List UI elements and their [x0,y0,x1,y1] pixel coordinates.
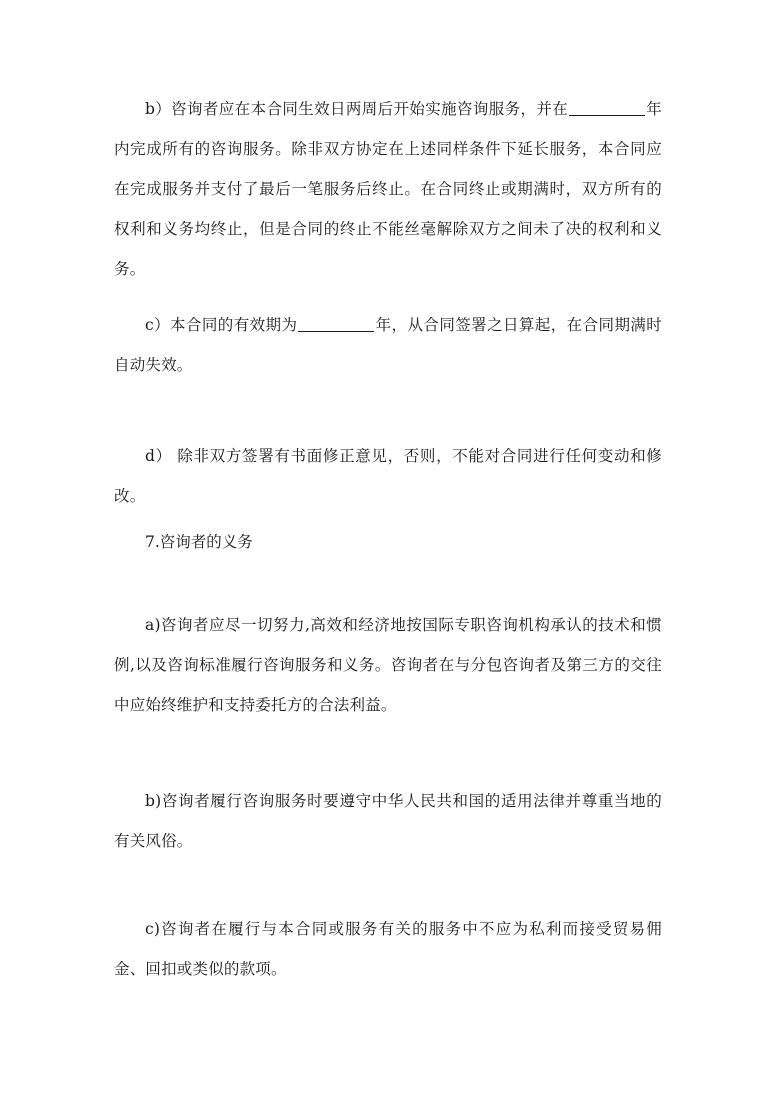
paragraph-term-b [114,89,662,289]
paragraph-duty-b: b)咨询者履行咨询服务时要遵守中华人民共和国的适用法律并尊重当地的有关风俗。 [114,792,662,850]
paragraph-term-d: d） 除非双方签署有书面修正意见，否则，不能对合同进行任何变动和修改。 [114,447,662,505]
paragraph-term-c [114,305,662,385]
paragraph-duty-a: a)咨询者应尽一切努力,高效和经济地按国际专职咨询机构承认的技术和惯例,以及咨询标准履行咨询服务和义务。咨询者在与分包咨询者及第三方的交往中应始终维护和支持委托方的合法利益。 [114,616,662,714]
term-b-text-before-blank: b）咨询者应在本合同生效日两周后开始实施咨询服务，并在 [145,100,569,118]
term-c-text-after-blank: 年，从合同签署之日算起，在合同期满时自动失效。 [114,316,662,374]
term-b-text-after-blank: 年内完成所有的咨询服务。除非双方协定在上述同样条件下延长服务，本合同应在完成服务并支付了最后一笔服务后终止。在合同终止或期满时，双方所有的权利和义务均终止，但是合同的终止不能丝毫解除双方之间未了决的权利和义务。 [114,100,663,278]
section-heading-consultant-duties: 7.咨询者的义务 [145,533,253,551]
term-b-fill-blank[interactable] [569,100,645,117]
term-c-text-before-blank: c）本合同的有效期为 [145,316,298,334]
paragraph-duty-c: c)咨询者在履行与本合同或服务有关的服务中不应为私利而接受贸易佣金、回扣或类似的款项。 [114,920,662,978]
term-c-fill-blank[interactable] [298,316,374,333]
